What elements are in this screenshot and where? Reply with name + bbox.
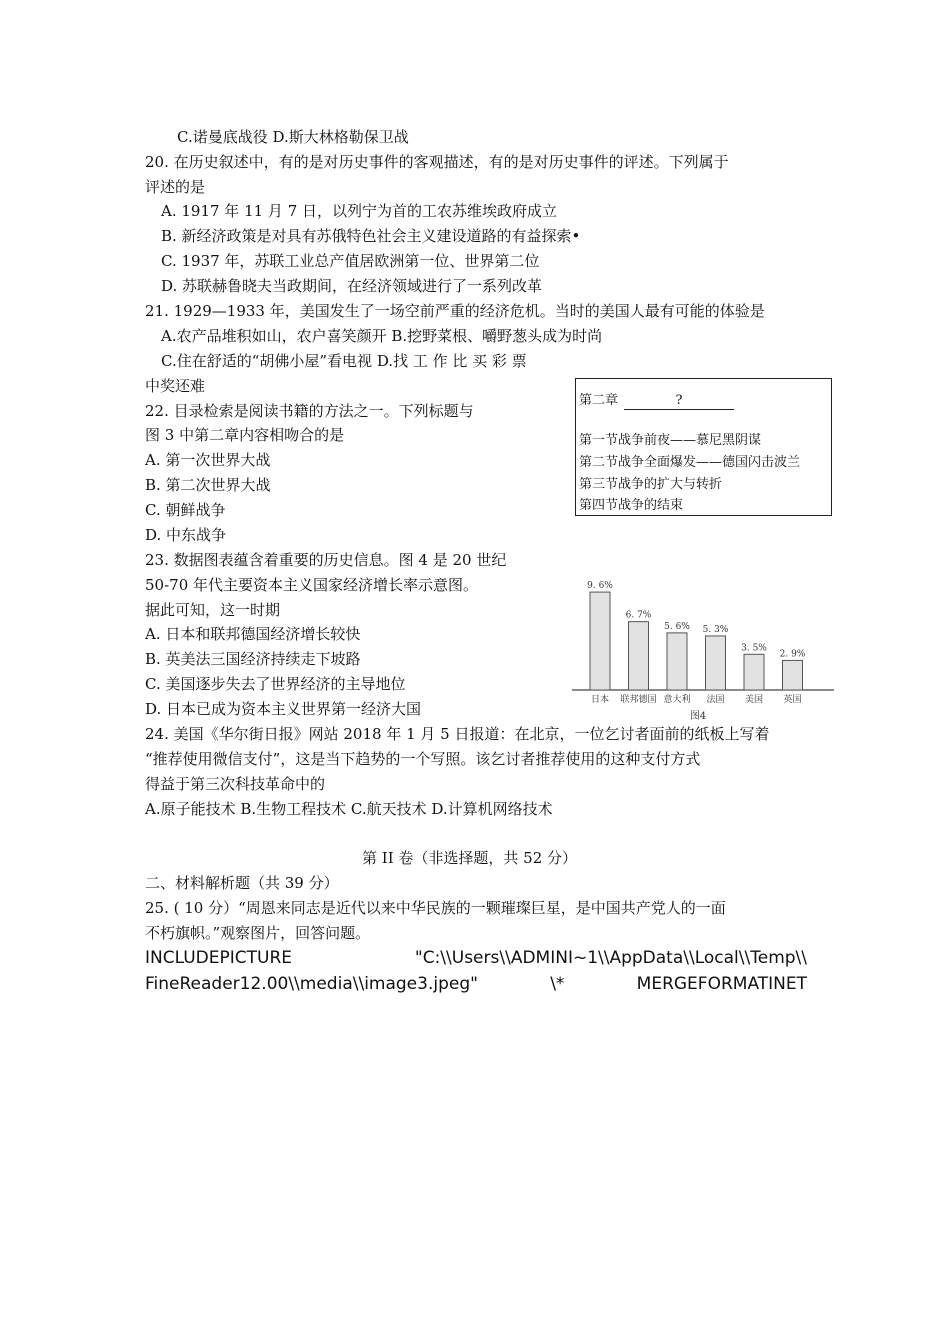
q21-stem: 21. 1929—1933 年，美国发生了一场空前严重的经济危机。当时的美国人最有可能的体验是 xyxy=(145,302,765,320)
q23-option-d: D. 日本已成为资本主义世界第一经济大国 xyxy=(145,700,422,718)
chart-bar xyxy=(706,636,726,690)
q22-option-c: C. 朝鲜战争 xyxy=(145,501,226,519)
q20-option-d: D. 苏联赫鲁晓夫当政期间，在经济领域进行了一系列改革 xyxy=(161,277,543,295)
chart-bar xyxy=(629,622,649,690)
part-two-heading: 二、材料解析题（共 39 分） xyxy=(145,874,339,892)
q23-stem: 23. 数据图表蕴含着重要的历史信息。图 4 是 20 世纪 xyxy=(145,551,507,569)
q22-option-d: D. 中东战争 xyxy=(145,526,227,544)
q24-stem: 24. 美国《华尔街日报》网站 2018 年 1 月 5 日报道：在北京，一位乞讨者面前的纸板上写着 xyxy=(145,725,770,743)
chapter-heading xyxy=(579,393,734,410)
q20-option-c: C. 1937 年，苏联工业总产值居欧洲第一位、世界第二位 xyxy=(161,252,540,270)
q22-option-a: A. 第一次世界大战 xyxy=(145,451,271,469)
chapter-blank: ? xyxy=(624,393,734,410)
chart-category-label: 联邦德国 xyxy=(620,695,657,705)
chart-value-label: 5. 3% xyxy=(702,624,729,635)
chart-category-label: 美国 xyxy=(744,695,764,705)
q21-option-d-cont: 中奖还难 xyxy=(145,377,206,395)
chart-bar xyxy=(667,633,687,690)
section-3: 第三节战争的扩大与转折 xyxy=(579,477,723,492)
chart-category-label: 日本 xyxy=(590,695,610,705)
chart-category-label: 意大利 xyxy=(663,695,691,705)
q19-options-cd: C.诺曼底战役 D.斯大林格勒保卫战 xyxy=(177,128,409,146)
q24-options: A.原子能技术 B.生物工程技术 C.航天技术 D.计算机网络技术 xyxy=(145,800,553,818)
chart-value-label: 2. 9% xyxy=(779,649,806,660)
q23-option-c: C. 美国逐步失去了世界经济的主导地位 xyxy=(145,675,406,693)
chart-value-label: 9. 6% xyxy=(587,581,613,592)
chart-bar xyxy=(783,660,803,690)
q25-stem-cont: 不朽旗帜。”观察图片，回答问题。 xyxy=(145,924,371,942)
chapter-label: 第二章 xyxy=(579,393,619,408)
chart-category-label: 英国 xyxy=(783,695,802,705)
section-2: 第二节战争全面爆发——德国闪击波兰 xyxy=(579,455,801,470)
q21-options-ab: A.农产品堆积如山，农户喜笑颜开 B.挖野菜根、嚼野葱头成为时尚 xyxy=(161,327,603,345)
q22-option-b: B. 第二次世界大战 xyxy=(145,476,271,494)
chart-category-label: 法国 xyxy=(706,695,725,705)
chart-value-label: 6. 7% xyxy=(625,610,652,621)
include-picture-field-line2: FineReader12.00\\media\\image3.jpeg" \* MERGEFORMATINET xyxy=(145,974,807,994)
figure4-bar-chart xyxy=(568,580,838,730)
q20-option-a: A. 1917 年 11 月 7 日，以列宁为首的工农苏维埃政府成立 xyxy=(161,202,558,220)
q25-stem: 25. ( 10 分）“周恩来同志是近代以来中华民族的一颗璀璨巨星，是中国共产党人的一面 xyxy=(145,899,726,917)
q20-option-b: B. 新经济政策是对具有苏俄特色社会主义建设道路的有益探索• xyxy=(161,227,581,245)
chart-value-label: 5. 6% xyxy=(664,621,690,632)
q21-options-cd: C.住在舒适的“胡佛小屋”看电视 D.找 工 作 比 买 彩 票 xyxy=(161,352,527,370)
chart-value-label: 3. 5% xyxy=(741,643,767,654)
section-ii-title: 第 II 卷（非选择题，共 52 分） xyxy=(362,849,578,867)
figure3-contents-box xyxy=(575,378,832,516)
section-4: 第四节战争的结束 xyxy=(579,498,684,513)
section-1: 第一节战争前夜——慕尼黑阴谋 xyxy=(579,433,762,448)
q23-stem-cont: 50-70 年代主要资本主义国家经济增长率示意图。 xyxy=(145,576,479,594)
include-picture-field-line1: INCLUDEPICTURE "C:\\Users\\ADMINI~1\\AppData\\Local\\Temp\\ xyxy=(145,948,807,968)
chart-bar xyxy=(744,654,764,690)
q23-option-b: B. 英美法三国经济持续走下坡路 xyxy=(145,650,361,668)
chart-title: 图4 xyxy=(689,711,707,722)
q23-option-a: A. 日本和联邦德国经济增长较快 xyxy=(145,625,361,643)
q22-stem: 22. 目录检索是阅读书籍的方法之一。下列标题与 xyxy=(145,402,474,420)
q23-stem-cont2: 据此可知，这一时期 xyxy=(145,601,281,619)
q20-stem-cont: 评述的是 xyxy=(145,178,206,196)
q24-stem-cont2: 得益于第三次科技革命中的 xyxy=(145,775,326,793)
q22-stem-cont: 图 3 中第二章内容相吻合的是 xyxy=(145,426,345,444)
chart-bar xyxy=(590,592,610,690)
q20-stem: 20. 在历史叙述中，有的是对历史事件的客观描述，有的是对历史事件的评述。下列属于 xyxy=(145,153,729,171)
q24-stem-cont: “推荐使用微信支付”，这是当下趋势的一个写照。该乞讨者推荐使用的这种支付方式 xyxy=(145,750,701,768)
